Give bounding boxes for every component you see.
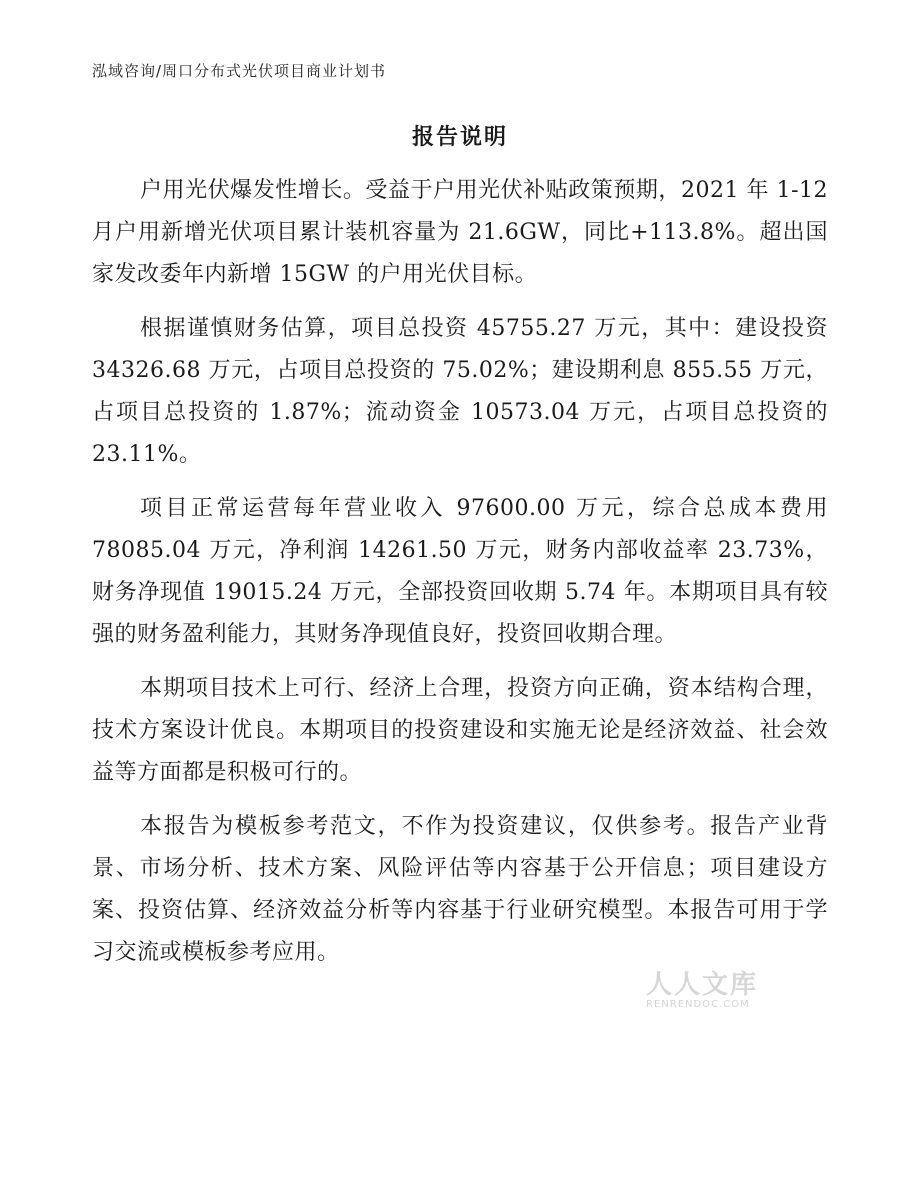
paragraph-feasibility: 本期项目技术上可行、经济上合理，投资方向正确，资本结构合理，技术方案设计优良。本期项目的投资建设和实施无论是经济效益、社会效益等方面都是积极可行的。	[92, 676, 828, 785]
running-header: 泓域咨询/周口分布式光伏项目商业计划书	[92, 62, 387, 80]
paragraph-financial-returns: 项目正常运营每年营业收入 97600.00 万元，综合总成本费用 78085.04 万元，净利润 14261.50 万元，财务内部收益率 23.73%，财务净现值 19015.24 万元，全部投资回收期 5.74 年。本期项目具有较强的财务盈利能力，其财务净现值良好，投资回收期合理。	[92, 496, 828, 647]
paragraph-disclaimer: 本报告为模板参考范文，不作为投资建议，仅供参考。报告产业背景、市场分析、技术方案、风险评估等内容基于公开信息；项目建设方案、投资估算、经济效益分析等内容基于行业研究模型。本报告可用于学习交流或模板参考应用。	[92, 814, 828, 965]
watermark-logo-text: 人人文库	[646, 970, 759, 1000]
body-text	[92, 170, 828, 986]
watermark-url: RENRENDOC.COM	[646, 999, 750, 1010]
page-title: 报告说明	[411, 125, 508, 150]
paragraph-market-growth: 户用光伏爆发性增长。受益于户用光伏补贴政策预期，2021 年 1-12 月户用新增光伏项目累计装机容量为 21.6GW，同比+113.8%。超出国家发改委年内新增 15GW 的户用光伏目标。	[92, 178, 828, 287]
paragraph-investment-estimate: 根据谨慎财务估算，项目总投资 45755.27 万元，其中：建设投资 34326.68 万元，占项目总投资的 75.02%；建设期利息 855.55 万元，占项目总投资的 1.87%；流动资金 10573.04 万元，占项目总投资的 23.11%。	[92, 316, 828, 467]
header-divider	[92, 88, 828, 89]
